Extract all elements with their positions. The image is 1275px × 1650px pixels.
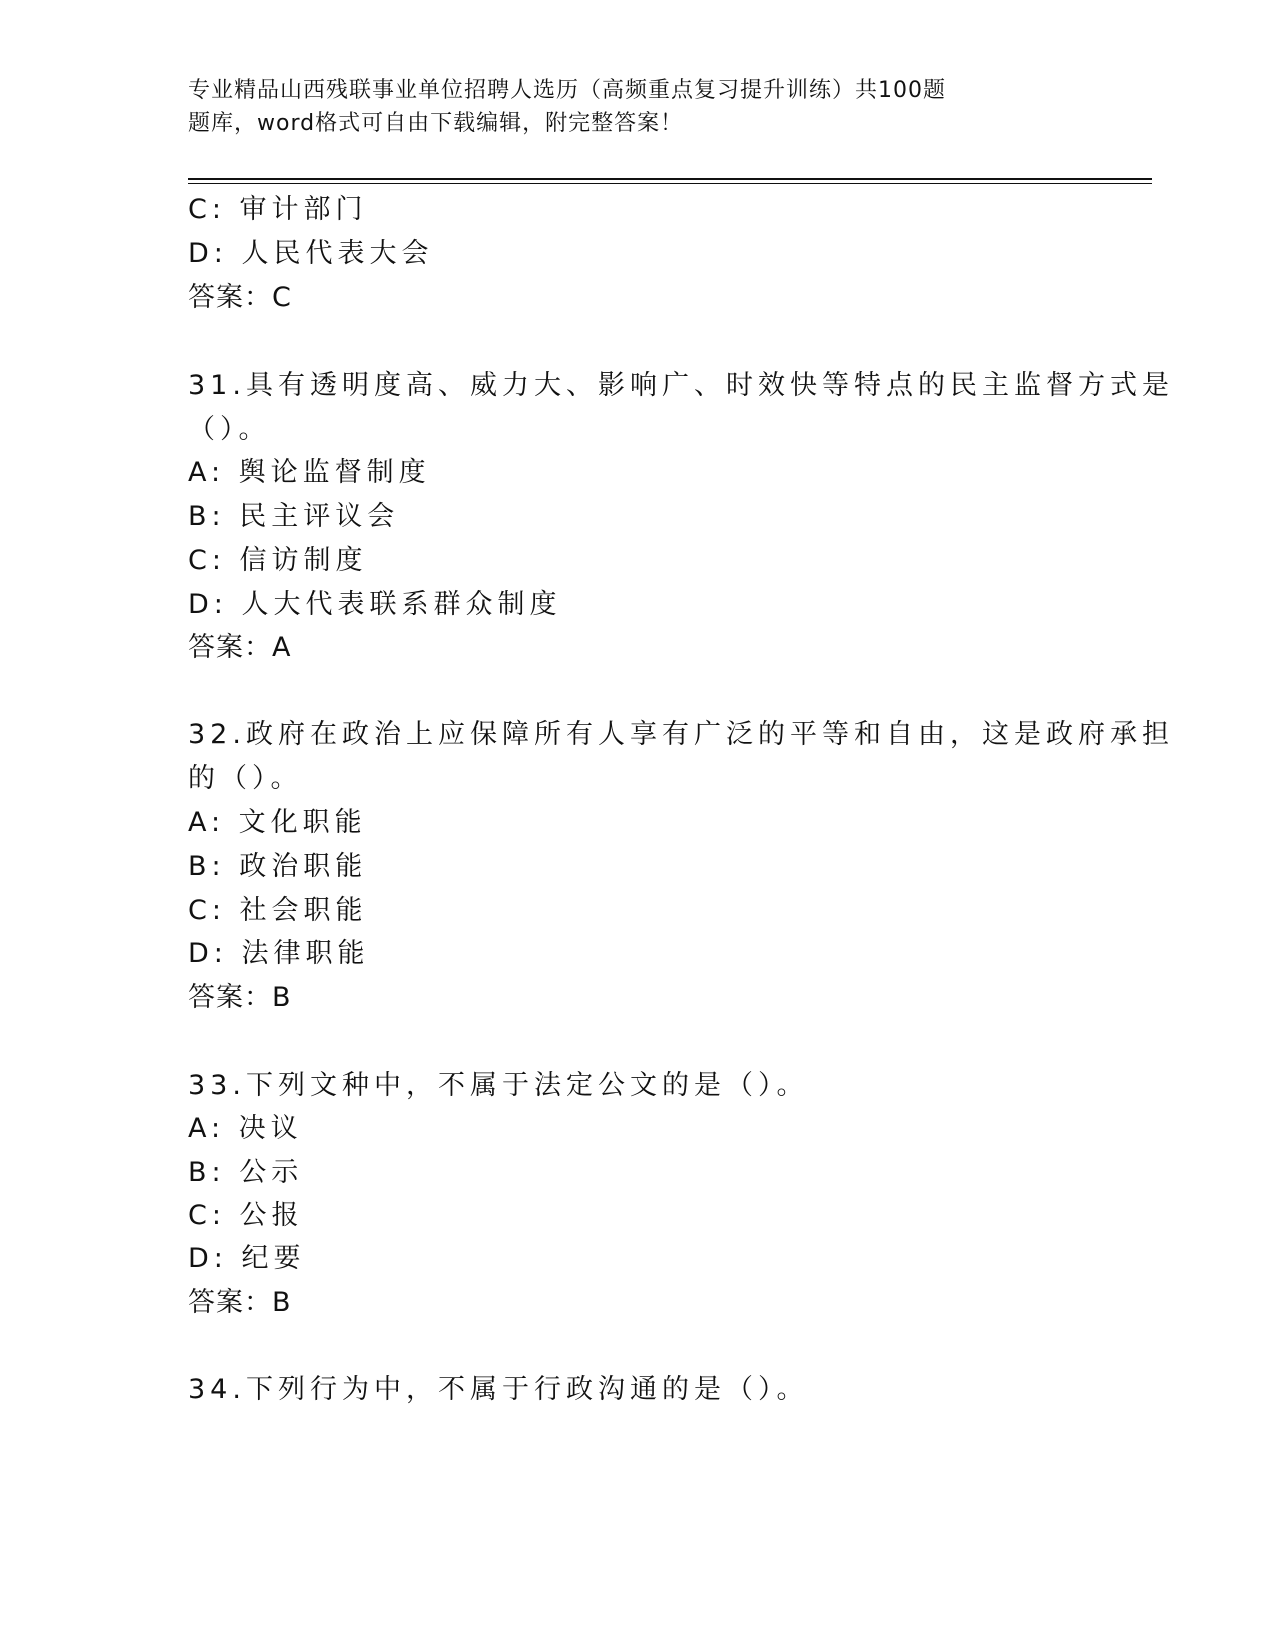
q32-answer: 答案：B xyxy=(188,982,292,1013)
q32-option-b: B: 政治职能 xyxy=(188,851,368,882)
q32-option-a: A: 文化职能 xyxy=(188,807,367,838)
q31-stem-line1: 31.具有透明度高、威力大、影响广、时效快等特点的民主监督方式是 xyxy=(188,370,1174,401)
header-divider-thin xyxy=(188,183,1152,184)
q31-option-b: B: 民主评议会 xyxy=(188,501,400,532)
document-header xyxy=(188,74,1048,140)
q31-stem-line2: （）。 xyxy=(188,414,271,445)
q33-option-b: B: 公示 xyxy=(188,1157,304,1188)
header-divider-thick xyxy=(188,178,1152,180)
q30-answer: 答案：C xyxy=(188,282,292,313)
q32-stem-line1: 32.政府在政治上应保障所有人享有广泛的平等和自由，这是政府承担 xyxy=(188,719,1174,750)
q30-option-d: D: 人民代表大会 xyxy=(188,238,434,269)
q33-option-d: D: 纪要 xyxy=(188,1243,306,1274)
q31-option-c: C: 信访制度 xyxy=(188,545,368,576)
q32-stem-line2: 的（）。 xyxy=(188,763,303,794)
header-title-line2: 题库，word格式可自由下载编辑，附完整答案！ xyxy=(188,111,684,136)
q33-option-c: C: 公报 xyxy=(188,1200,304,1231)
q31-answer: 答案：A xyxy=(188,632,292,663)
header-title-line1: 专业精品山西残联事业单位招聘人选历（高频重点复习提升训练）共100题 xyxy=(188,78,946,103)
q31-option-d: D: 人大代表联系群众制度 xyxy=(188,589,562,620)
q33-stem-line1: 33.下列文种中，不属于法定公文的是（）。 xyxy=(188,1070,809,1101)
q32-option-d: D: 法律职能 xyxy=(188,938,370,969)
q34-stem-line1: 34.下列行为中，不属于行政沟通的是（）。 xyxy=(188,1374,809,1405)
q33-option-a: A: 决议 xyxy=(188,1113,303,1144)
q30-option-c: C: 审计部门 xyxy=(188,194,368,225)
q33-answer: 答案：B xyxy=(188,1287,292,1318)
q31-option-a: A: 舆论监督制度 xyxy=(188,457,431,488)
q32-option-c: C: 社会职能 xyxy=(188,895,368,926)
